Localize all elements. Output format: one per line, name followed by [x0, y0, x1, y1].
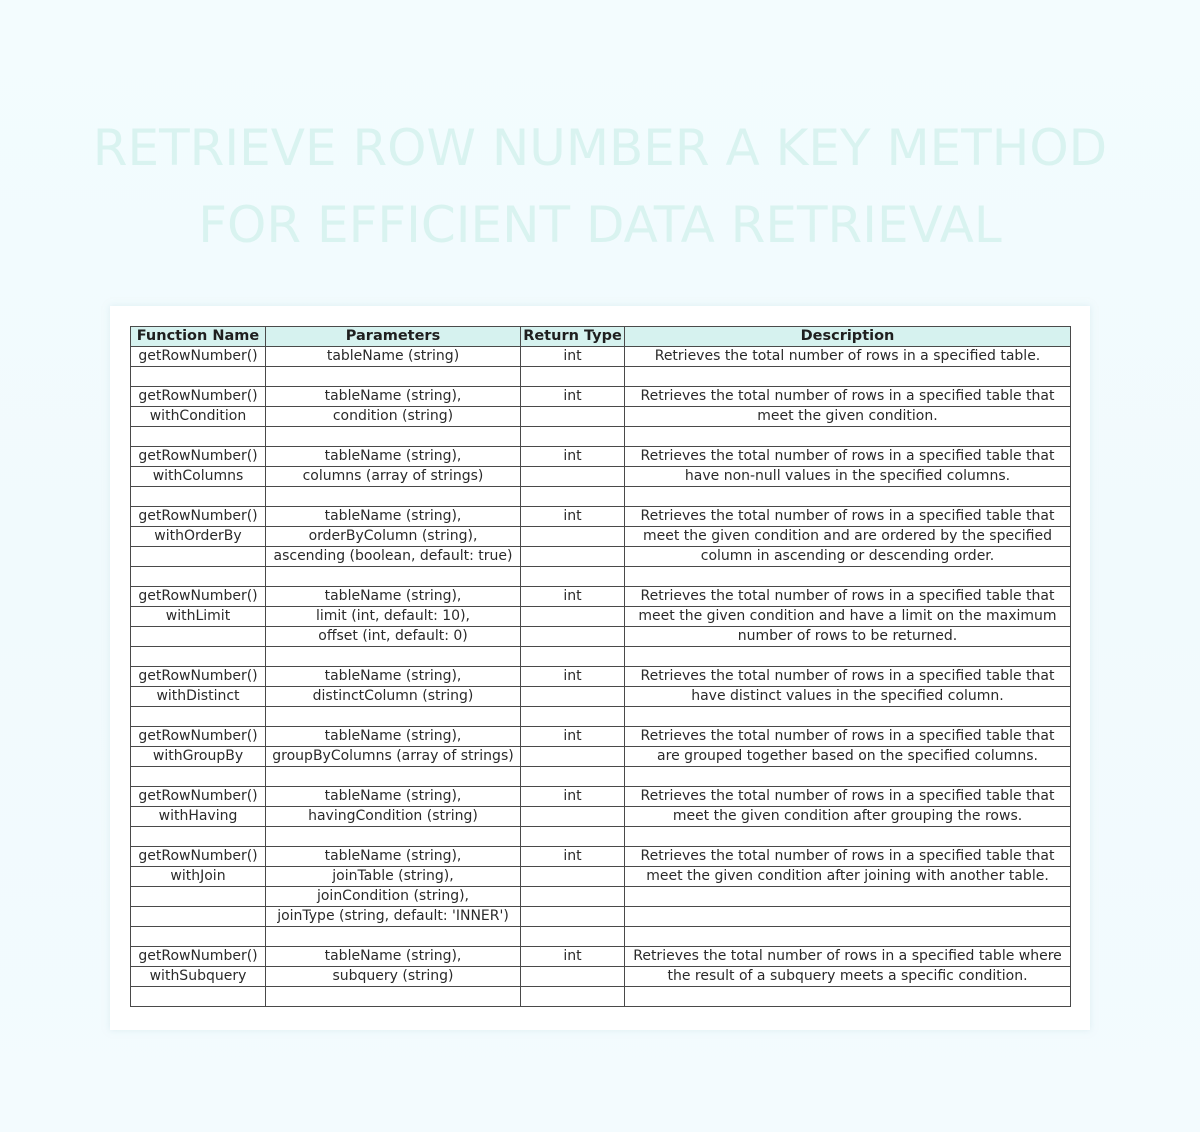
header-description: Description	[625, 327, 1071, 347]
cell-return-type	[521, 627, 625, 647]
table-row	[131, 407, 1071, 427]
cell-description: number of rows to be returned.	[625, 627, 1071, 647]
table-header	[131, 327, 1071, 347]
cell-description	[625, 987, 1071, 1007]
cell-parameters: joinType (string, default: 'INNER')	[266, 907, 521, 927]
cell-parameters: offset (int, default: 0)	[266, 627, 521, 647]
cell-description	[625, 827, 1071, 847]
table-row	[131, 547, 1071, 567]
cell-description: meet the given condition.	[625, 407, 1071, 427]
cell-parameters: distinctColumn (string)	[266, 687, 521, 707]
cell-return-type	[521, 527, 625, 547]
cell-parameters: tableName (string),	[266, 847, 521, 867]
cell-description: column in ascending or descending order.	[625, 547, 1071, 567]
cell-description: meet the given condition and are ordered by the specified	[625, 527, 1071, 547]
cell-description: meet the given condition after joining with another table.	[625, 867, 1071, 887]
table-row	[131, 567, 1071, 587]
cell-return-type	[521, 467, 625, 487]
cell-return-type: int	[521, 727, 625, 747]
function-table	[130, 326, 1071, 1007]
cell-parameters: groupByColumns (array of strings)	[266, 747, 521, 767]
page-title-line-2: FOR EFFICIENT DATA RETRIEVAL	[198, 196, 1002, 254]
table-row	[131, 847, 1071, 867]
cell-description: have distinct values in the specified column.	[625, 687, 1071, 707]
cell-description	[625, 427, 1071, 447]
cell-parameters: tableName (string),	[266, 447, 521, 467]
table-row	[131, 947, 1071, 967]
cell-parameters: tableName (string),	[266, 727, 521, 747]
cell-description: have non-null values in the specified columns.	[625, 467, 1071, 487]
cell-function-name	[131, 927, 266, 947]
table-row	[131, 747, 1071, 767]
cell-function-name: getRowNumber()	[131, 507, 266, 527]
cell-return-type	[521, 567, 625, 587]
cell-return-type	[521, 967, 625, 987]
cell-return-type	[521, 407, 625, 427]
cell-return-type: int	[521, 387, 625, 407]
cell-parameters	[266, 567, 521, 587]
cell-description	[625, 707, 1071, 727]
cell-function-name	[131, 627, 266, 647]
table-row	[131, 807, 1071, 827]
cell-return-type	[521, 927, 625, 947]
cell-parameters: joinTable (string),	[266, 867, 521, 887]
cell-return-type: int	[521, 947, 625, 967]
cell-description: meet the given condition and have a limit on the maximum	[625, 607, 1071, 627]
cell-function-name: withCondition	[131, 407, 266, 427]
table-row	[131, 767, 1071, 787]
cell-description: Retrieves the total number of rows in a specified table where	[625, 947, 1071, 967]
cell-return-type: int	[521, 787, 625, 807]
cell-function-name: getRowNumber()	[131, 727, 266, 747]
table-row	[131, 387, 1071, 407]
cell-function-name: getRowNumber()	[131, 447, 266, 467]
spreadsheet-sheet	[110, 306, 1090, 1030]
cell-parameters: limit (int, default: 10),	[266, 607, 521, 627]
cell-function-name: getRowNumber()	[131, 947, 266, 967]
cell-description: Retrieves the total number of rows in a specified table that	[625, 387, 1071, 407]
cell-function-name: getRowNumber()	[131, 787, 266, 807]
cell-function-name: getRowNumber()	[131, 667, 266, 687]
cell-description: Retrieves the total number of rows in a specified table that	[625, 507, 1071, 527]
cell-parameters: tableName (string),	[266, 507, 521, 527]
table-row	[131, 827, 1071, 847]
cell-return-type: int	[521, 507, 625, 527]
cell-parameters	[266, 647, 521, 667]
table-row	[131, 347, 1071, 367]
table-row	[131, 447, 1071, 467]
cell-description	[625, 367, 1071, 387]
cell-return-type	[521, 427, 625, 447]
cell-parameters: subquery (string)	[266, 967, 521, 987]
cell-description: Retrieves the total number of rows in a specified table that	[625, 847, 1071, 867]
cell-parameters: orderByColumn (string),	[266, 527, 521, 547]
cell-return-type	[521, 367, 625, 387]
cell-description	[625, 487, 1071, 507]
table-row	[131, 987, 1071, 1007]
cell-parameters: joinCondition (string),	[266, 887, 521, 907]
cell-parameters: tableName (string)	[266, 347, 521, 367]
cell-parameters: columns (array of strings)	[266, 467, 521, 487]
page-title	[0, 110, 1200, 264]
page-title-line-1: RETRIEVE ROW NUMBER A KEY METHOD	[92, 119, 1108, 177]
cell-return-type	[521, 827, 625, 847]
cell-function-name: withLimit	[131, 607, 266, 627]
cell-return-type	[521, 687, 625, 707]
cell-function-name: getRowNumber()	[131, 847, 266, 867]
table-row	[131, 687, 1071, 707]
cell-function-name	[131, 707, 266, 727]
cell-description: Retrieves the total number of rows in a specified table that	[625, 727, 1071, 747]
cell-return-type	[521, 807, 625, 827]
table-row	[131, 607, 1071, 627]
cell-return-type	[521, 887, 625, 907]
cell-return-type	[521, 867, 625, 887]
cell-return-type: int	[521, 847, 625, 867]
cell-return-type: int	[521, 447, 625, 467]
cell-description: the result of a subquery meets a specific condition.	[625, 967, 1071, 987]
cell-function-name	[131, 647, 266, 667]
cell-parameters	[266, 767, 521, 787]
table-row	[131, 507, 1071, 527]
cell-parameters: condition (string)	[266, 407, 521, 427]
cell-description	[625, 907, 1071, 927]
table-row	[131, 467, 1071, 487]
table-row	[131, 427, 1071, 447]
cell-description	[625, 887, 1071, 907]
table-row	[131, 787, 1071, 807]
cell-description: Retrieves the total number of rows in a specified table.	[625, 347, 1071, 367]
cell-function-name	[131, 827, 266, 847]
cell-return-type	[521, 647, 625, 667]
cell-parameters: tableName (string),	[266, 667, 521, 687]
table-row	[131, 527, 1071, 547]
table-row	[131, 627, 1071, 647]
cell-function-name	[131, 887, 266, 907]
cell-return-type: int	[521, 587, 625, 607]
cell-parameters: tableName (string),	[266, 787, 521, 807]
cell-function-name: withOrderBy	[131, 527, 266, 547]
cell-function-name	[131, 487, 266, 507]
table-row	[131, 707, 1071, 727]
table-row	[131, 907, 1071, 927]
table-row	[131, 367, 1071, 387]
cell-description: Retrieves the total number of rows in a specified table that	[625, 447, 1071, 467]
table-row	[131, 647, 1071, 667]
cell-function-name	[131, 367, 266, 387]
cell-parameters	[266, 927, 521, 947]
table-row	[131, 927, 1071, 947]
cell-function-name	[131, 987, 266, 1007]
cell-parameters: tableName (string),	[266, 387, 521, 407]
cell-description: Retrieves the total number of rows in a specified table that	[625, 787, 1071, 807]
cell-function-name	[131, 767, 266, 787]
table-body	[131, 347, 1071, 1007]
cell-function-name: withJoin	[131, 867, 266, 887]
cell-function-name	[131, 547, 266, 567]
cell-description	[625, 647, 1071, 667]
cell-parameters	[266, 707, 521, 727]
cell-function-name: withHaving	[131, 807, 266, 827]
cell-return-type	[521, 747, 625, 767]
cell-return-type	[521, 767, 625, 787]
cell-parameters: tableName (string),	[266, 587, 521, 607]
cell-function-name	[131, 907, 266, 927]
table-row	[131, 887, 1071, 907]
cell-description: Retrieves the total number of rows in a specified table that	[625, 667, 1071, 687]
cell-function-name: getRowNumber()	[131, 587, 266, 607]
cell-return-type: int	[521, 667, 625, 687]
cell-return-type	[521, 907, 625, 927]
cell-parameters: ascending (boolean, default: true)	[266, 547, 521, 567]
cell-function-name: withGroupBy	[131, 747, 266, 767]
table-row	[131, 967, 1071, 987]
cell-return-type: int	[521, 347, 625, 367]
cell-parameters: havingCondition (string)	[266, 807, 521, 827]
header-parameters: Parameters	[266, 327, 521, 347]
cell-description: meet the given condition after grouping the rows.	[625, 807, 1071, 827]
cell-parameters	[266, 827, 521, 847]
cell-description	[625, 767, 1071, 787]
header-return-type: Return Type	[521, 327, 625, 347]
cell-return-type	[521, 707, 625, 727]
cell-function-name: getRowNumber()	[131, 387, 266, 407]
table-row	[131, 727, 1071, 747]
table-row	[131, 667, 1071, 687]
table-row	[131, 487, 1071, 507]
table-row	[131, 587, 1071, 607]
cell-parameters	[266, 427, 521, 447]
cell-function-name: withColumns	[131, 467, 266, 487]
cell-description: are grouped together based on the specified columns.	[625, 747, 1071, 767]
table-row	[131, 867, 1071, 887]
cell-return-type	[521, 547, 625, 567]
cell-return-type	[521, 987, 625, 1007]
header-function-name: Function Name	[131, 327, 266, 347]
cell-parameters	[266, 367, 521, 387]
cell-description	[625, 567, 1071, 587]
cell-return-type	[521, 487, 625, 507]
cell-parameters	[266, 487, 521, 507]
cell-return-type	[521, 607, 625, 627]
cell-description	[625, 927, 1071, 947]
cell-description: Retrieves the total number of rows in a specified table that	[625, 587, 1071, 607]
cell-function-name	[131, 427, 266, 447]
cell-function-name: getRowNumber()	[131, 347, 266, 367]
header-row	[131, 327, 1071, 347]
cell-function-name: withSubquery	[131, 967, 266, 987]
cell-function-name	[131, 567, 266, 587]
cell-parameters: tableName (string),	[266, 947, 521, 967]
cell-function-name: withDistinct	[131, 687, 266, 707]
cell-parameters	[266, 987, 521, 1007]
